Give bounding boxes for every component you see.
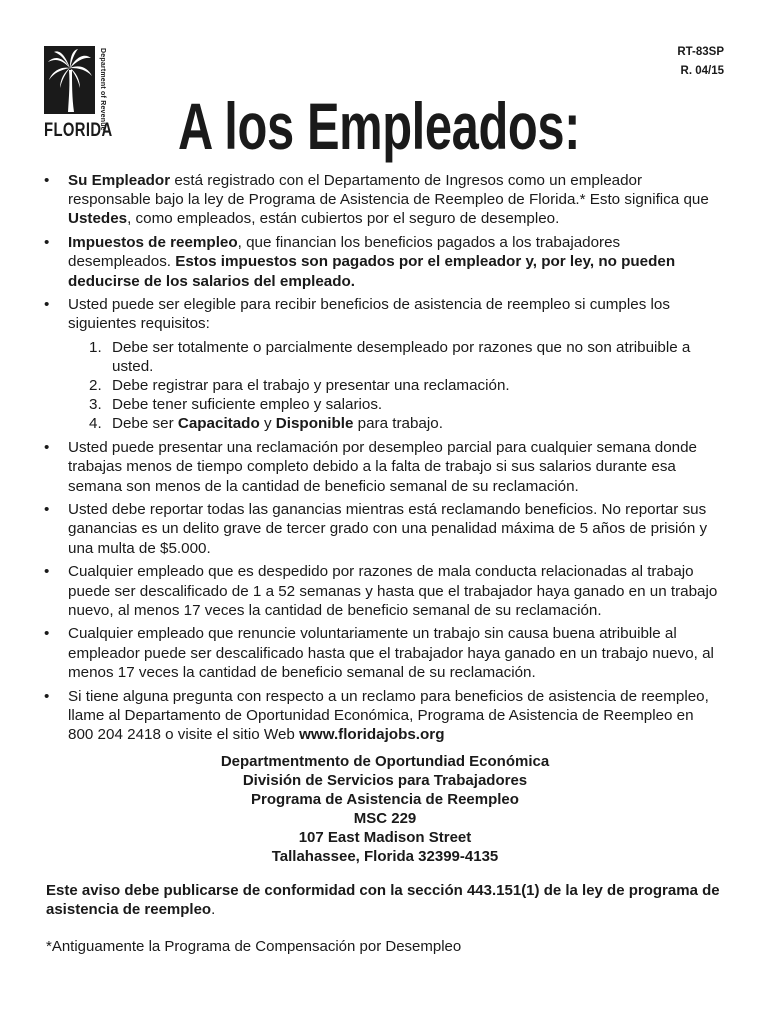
requirement-item	[68, 338, 718, 376]
bold-text: Impuestos de reempleo	[68, 234, 238, 252]
requirement-number: 2.	[89, 377, 102, 395]
requirement-item	[68, 414, 718, 433]
address-line: 107 East Madison Street	[298, 829, 472, 846]
bullet-list	[38, 171, 718, 749]
logo-florida-text: FLORIDA	[44, 120, 113, 141]
text-segment: Debe tener suficiente empleo y salarios.	[112, 396, 383, 414]
form-revision: R. 04/15	[680, 65, 724, 77]
requirement-number: 4.	[89, 415, 102, 433]
text-segment: Usted debe reportar todas las ganancias mientras está reclamando beneficios. No reportar sus ganancias es un delito grave de tercer grado con una penalidad máxima de 5 años de prisión y una multa de $5.000.	[68, 501, 708, 557]
palm-tree-icon	[44, 46, 95, 114]
address-line: Departmentmento de Oportundiad Económica	[220, 753, 550, 770]
requirement-item	[68, 376, 718, 395]
posting-notice	[46, 881, 736, 919]
requirement-number: 1.	[89, 338, 102, 356]
text-segment: Cualquier empleado que renuncie voluntariamente un trabajo sin causa buena atribuible al empleador puede ser descalificado hasta que el trabajador haya ganado en un trabajo nuevo, al menos 17 veces la cantidad de beneficio semanal de su reclamación.	[68, 625, 714, 681]
page-title: A los Empleados:	[178, 89, 581, 163]
bold-text[interactable]: www.floridajobs.org	[299, 725, 445, 743]
address-line: Programa de Asistencia de Reempleo	[251, 791, 519, 808]
address-line: División de Servicios para Trabajadores	[242, 772, 528, 789]
text-segment: Debe registrar para el trabajo y presentar una reclamación.	[112, 377, 510, 395]
bullet-item	[38, 624, 718, 682]
bold-text: Disponible	[275, 415, 354, 433]
requirement-number: 3.	[89, 396, 102, 414]
bold-text: Capacitado	[177, 415, 260, 433]
text-segment: , que financian los beneficios pagados a los trabajadores desempleados.	[68, 234, 621, 271]
bullet-item	[38, 171, 718, 229]
form-number: RT-83SP	[677, 46, 724, 58]
bold-text: Estos impuestos son pagados por el empleador y, por ley, no pueden deducirse de los salarios del empleado.	[68, 253, 676, 290]
text-segment: .	[211, 901, 216, 918]
bold-text: Su Empleador	[68, 172, 171, 189]
requirement-item	[68, 395, 718, 414]
address-line: Tallahassee, Florida 32399-4135	[271, 848, 499, 865]
bold-text: Ustedes	[68, 210, 128, 228]
agency-address	[0, 752, 770, 866]
text-segment: Usted puede ser elegible para recibir beneficios de asistencia de reempleo si cumples los siguientes requisitos:	[68, 296, 670, 333]
text-segment: y	[259, 415, 276, 433]
bullet-item	[38, 438, 718, 496]
text-segment: Usted puede presentar una reclamación por desempleo parcial para cualquier semana donde trabajas menos de tiempo completo debido a la falta de trabajo si sus salarios durante esa semana son menos de la cantidad de beneficio semanal de su reclamación.	[68, 439, 697, 495]
text-segment: está registrado con el Departamento de Ingresos como un empleador responsable bajo la ley de Programa de Asistencia de Reempleo de Florida.* Esto significa que	[68, 172, 709, 209]
bullet-item	[38, 562, 718, 620]
text-segment: , como empleados, están cubiertos por el seguro de desempleo.	[127, 210, 560, 228]
text-segment: Cualquier empleado que es despedido por razones de mala conducta relacionadas al trabajo puede ser descalificado de 1 a 52 semanas y hasta que el trabajador haya ganado en un trabajo nuevo, al menos 17 veces la cantidad de beneficio semanal de su reclamación.	[68, 563, 718, 619]
bold-text: Este aviso debe publicarse de conformidad con la sección 443.151(1) de la ley de programa de asistencia de reempleo	[46, 882, 720, 918]
text-segment: Si tiene alguna pregunta con respecto a un reclamo para beneficios de asistencia de reempleo, llame al Departamento de Oportunidad Económica, Programa de Asistencia de Reempleo en 800 204 2418 o visite el sitio Web	[68, 687, 709, 743]
bullet-item	[38, 233, 718, 291]
form-identifier	[677, 43, 724, 81]
text-segment: Debe ser	[112, 415, 178, 433]
text-segment: para trabajo.	[353, 415, 443, 433]
bullet-item	[38, 500, 718, 558]
address-line: MSC 229	[353, 810, 417, 827]
florida-dor-logo	[44, 46, 113, 142]
bullet-item	[38, 295, 718, 433]
bullet-item	[38, 687, 718, 745]
logo-department-text: Department of Revenue	[99, 48, 106, 131]
footnote: *Antiguamente la Programa de Compensación por Desempleo	[46, 938, 462, 955]
text-segment: Debe ser totalmente o parcialmente desempleado por razones que no son atribuible a usted.	[112, 338, 691, 375]
requirements-list	[68, 338, 718, 434]
